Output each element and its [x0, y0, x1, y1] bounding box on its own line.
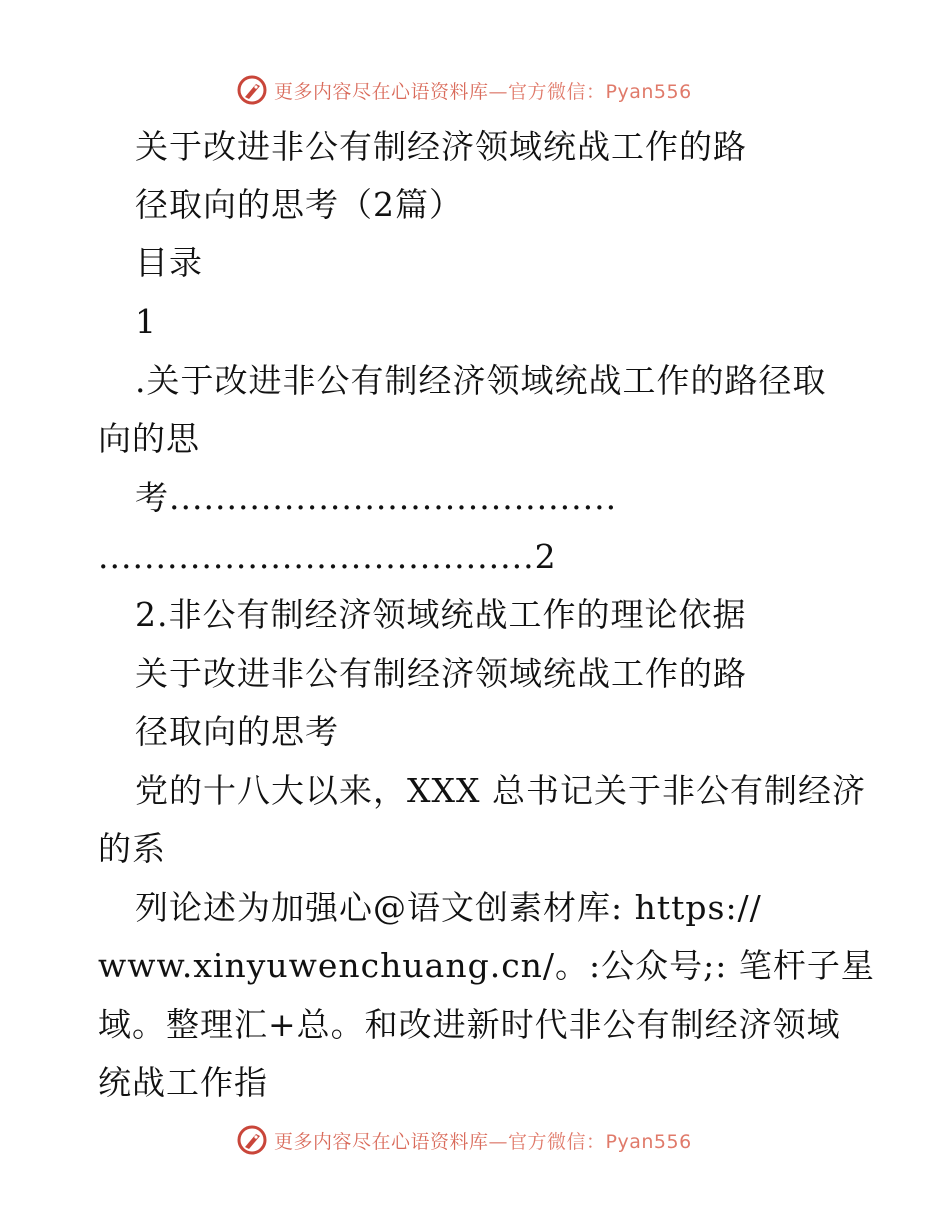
toc-item-1-leader-1: 考.......................................: [135, 478, 618, 517]
header-banner: [0, 70, 950, 110]
paragraph-line-2: 的系: [98, 829, 166, 868]
banner-wechat: 官方微信：Pyan556: [508, 1130, 692, 1153]
toc-item-1-line-1: .关于改进非公有制经济领域统战工作的路径取: [135, 361, 827, 400]
section-title-line-1: 关于改进非公有制经济领域统战工作的路: [135, 654, 747, 693]
toc-item-1-leader-2: ......................................2: [98, 537, 557, 576]
banner-text: [274, 77, 692, 104]
banner-separator: —: [488, 1130, 509, 1153]
doc-title-line-1: 关于改进非公有制经济领域统战工作的路: [135, 127, 747, 166]
banner-site: 更多内容尽在心语资料库: [274, 80, 489, 103]
pen-nib-circle-icon: [236, 74, 268, 106]
banner-separator: —: [488, 80, 509, 103]
paragraph-line-4: www.xinyuwenchuang.cn/。:公众号;: 笔杆子星: [98, 946, 875, 985]
banner-site: 更多内容尽在心语资料库: [274, 1130, 489, 1153]
toc-item-1-number: 1: [135, 302, 157, 341]
doc-title-line-2: 径取向的思考（2篇）: [135, 185, 463, 224]
paragraph-line-5: 域。整理汇+总。和改进新时代非公有制经济领域: [98, 1005, 841, 1044]
pen-nib-circle-icon: [236, 1124, 268, 1156]
toc-item-1-line-2: 向的思: [98, 419, 200, 458]
paragraph-line-1: 党的十八大以来，XXX 总书记关于非公有制经济: [135, 771, 866, 810]
banner-wechat: 官方微信：Pyan556: [508, 80, 692, 103]
section-title-line-2: 径取向的思考: [135, 712, 339, 751]
paragraph-line-6: 统战工作指: [98, 1063, 268, 1102]
banner-text: [274, 1127, 692, 1154]
footer-banner: [0, 1120, 950, 1160]
toc-item-2: 2.非公有制经济领域统战工作的理论依据: [135, 595, 747, 634]
paragraph-line-3: 列论述为加强心@语文创素材库: https://: [135, 888, 762, 927]
toc-heading: 目录: [135, 243, 203, 282]
